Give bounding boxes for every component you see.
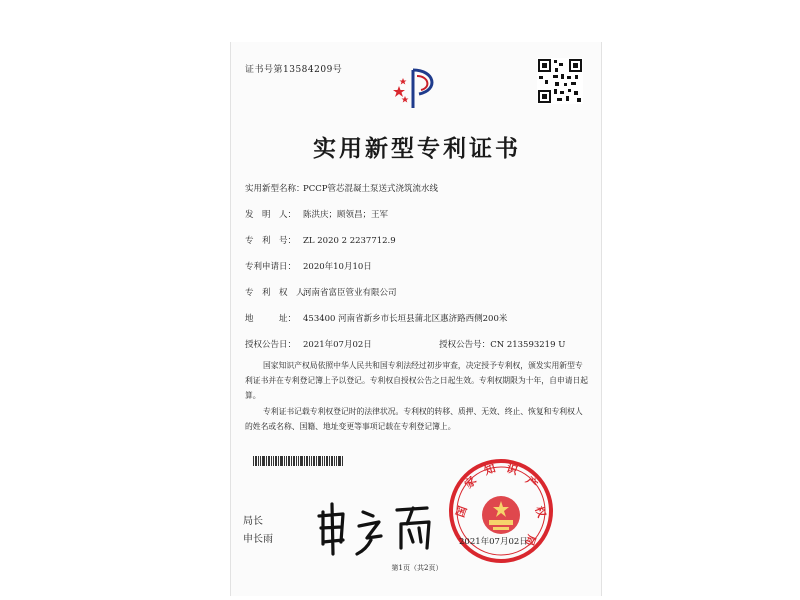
field-value: 453400 河南省新乡市长垣县蒲北区惠济路西侧200米 (303, 314, 508, 324)
field-application-date (245, 260, 372, 272)
field-utility-model-name (245, 182, 438, 194)
legal-status-paragraph (245, 404, 589, 434)
cnipa-logo-icon (391, 60, 447, 116)
field-label: 发 明 人： (245, 210, 297, 220)
field-address (245, 312, 507, 324)
field-value: 河南省富臣管业有限公司 (303, 288, 397, 298)
official-seal-icon (447, 457, 555, 565)
field-label: 授权公告日： (245, 340, 297, 350)
certificate-number: 证书号第13584209号 (245, 65, 343, 75)
seal-date: 2021年07月02日 (459, 537, 528, 547)
svg-text:产: 产 (522, 474, 540, 492)
field-extra-label: 授权公告号： (439, 340, 491, 350)
field-patent-number (245, 234, 396, 246)
qr-code-icon (537, 58, 583, 104)
field-patentee (245, 286, 397, 298)
field-value: PCCP管芯混凝土泵送式浇筑流水线 (303, 184, 438, 194)
director-title: 局长 (243, 516, 263, 527)
field-extra-value: CN 213593219 U (490, 340, 566, 350)
field-label: 专 利 权 人： (245, 288, 314, 298)
page-number: 第1页（共2页） (391, 564, 443, 572)
svg-text:家: 家 (462, 474, 480, 492)
field-inventors (245, 208, 388, 220)
certificate-sheet (230, 42, 602, 596)
svg-text:识: 识 (504, 461, 520, 478)
field-label: 地 址： (245, 314, 297, 324)
barcode-icon (253, 456, 345, 466)
svg-text:局: 局 (522, 532, 539, 548)
svg-text:权: 权 (532, 504, 549, 520)
field-label: 专利申请日： (245, 262, 297, 272)
director-signature-icon (309, 482, 459, 562)
field-label: 实用新型名称： (245, 184, 305, 194)
field-value: 2021年07月02日 (303, 340, 372, 350)
svg-text:国: 国 (453, 504, 470, 520)
field-grant-date (245, 338, 565, 350)
field-value: 2020年10月10日 (303, 262, 372, 272)
field-value: 陈洪庆；顾领昌；王军 (303, 210, 389, 220)
grant-statement-paragraph (245, 358, 589, 403)
svg-text:知: 知 (482, 461, 498, 478)
paragraph-text: 专利证书记载专利权登记时的法律状况。专利权的转移、质押、无效、终止、恢复和专利权人的姓名或名称、国籍、地址变更等事项记载在专利登记簿上。 (245, 407, 583, 431)
director-name: 申长雨 (243, 534, 273, 545)
field-value: ZL 2020 2 2237712.9 (303, 236, 396, 246)
certificate-title: 实用新型专利证书 (313, 135, 521, 162)
paragraph-text: 国家知识产权局依照中华人民共和国专利法经过初步审查，决定授予专利权，颁发实用新型专利证书并在专利登记簿上予以登记。专利权自授权公告之日起生效。专利权期限为十年，自申请日起算。 (245, 361, 589, 400)
field-label: 专 利 号： (245, 236, 297, 246)
